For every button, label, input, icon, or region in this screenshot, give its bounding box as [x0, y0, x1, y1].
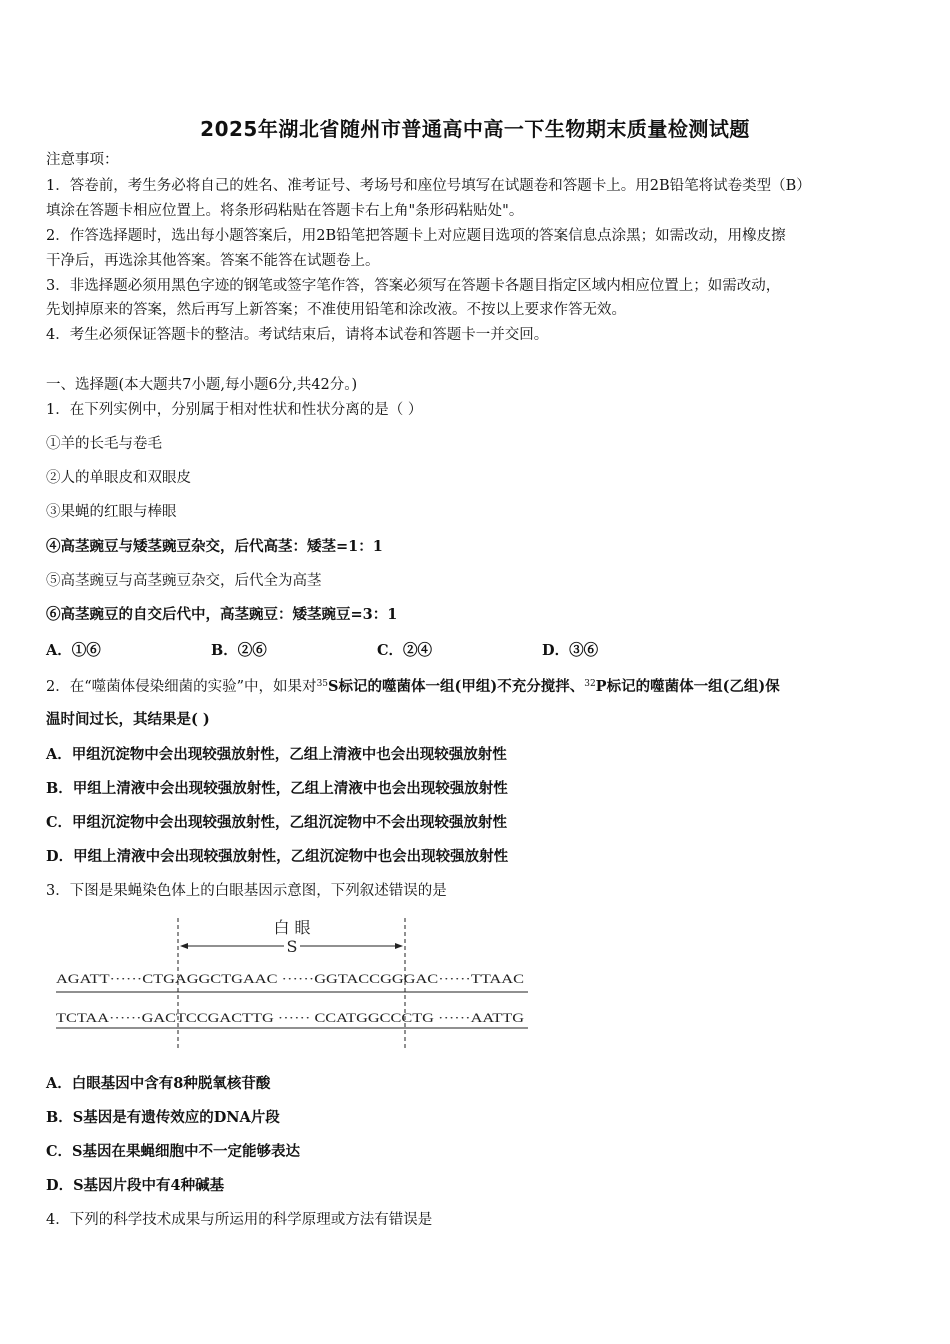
dna-strand-top: AGATT······CTGAGGCTGAAC ······GGTACCGGGAC······TTAAC [56, 971, 524, 986]
dna-strand-bottom: TCTAA······GACTCCGACTTG ······ CCATGGCCCTG ······AATTG [56, 1010, 524, 1025]
question-1-item: ①羊的长毛与卷毛 [46, 436, 162, 452]
page-title: 2025年湖北省随州市普通高中高一下生物期末质量检测试题 [200, 117, 750, 141]
notice-line: 2．作答选择题时，选出每小题答案后，用2B铅笔把答题卡上对应题目选项的答案信息点涂黑；如需改动，用橡皮擦 [46, 228, 786, 244]
option-a[interactable]: A．①⑥ [46, 642, 101, 659]
question-1-item: ④高茎豌豆与矮茎豌豆杂交，后代高茎：矮茎=1：1 [46, 538, 383, 555]
question-2-option-c[interactable]: C．甲组沉淀物中会出现较强放射性，乙组沉淀物中不会出现较强放射性 [46, 814, 508, 831]
question-2-stem-part: S标记的噬菌体一组(甲组)不充分搅拌、 [328, 678, 585, 695]
question-3-option-d[interactable]: D．S基因片段中有4种碱基 [46, 1177, 225, 1194]
question-3-option-b[interactable]: B．S基因是有遗传效应的DNA片段 [46, 1109, 280, 1126]
notice-line: 3．非选择题必须用黑色字迹的钢笔或签字笔作答，答案必须写在答题卡各题目指定区域内相应位置上；如需改动， [46, 278, 781, 294]
gene-diagram [52, 912, 537, 1052]
question-2-stem-part: P标记的噬菌体一组(乙组)保 [595, 678, 780, 695]
question-1-item: ③果蝇的红眼与棒眼 [46, 504, 177, 520]
isotope-35: 35 [316, 679, 329, 689]
arrow-head-left [180, 943, 188, 949]
gene-label: 白 眼 [273, 918, 311, 937]
question-2-stem [46, 674, 780, 697]
question-1-item: ⑥高茎豌豆的自交后代中，高茎豌豆：矮茎豌豆=3：1 [46, 606, 398, 623]
notice-line: 4．考生必须保证答题卡的整洁。考试结束后，请将本试卷和答题卡一并交回。 [46, 327, 549, 343]
question-2-stem-part: 2．在“噬菌体侵染细菌的实验”中，如果对 [46, 679, 317, 695]
question-3-option-c[interactable]: C．S基因在果蝇细胞中不一定能够表达 [46, 1143, 301, 1160]
question-2-option-b[interactable]: B．甲组上清液中会出现较强放射性，乙组上清液中也会出现较强放射性 [46, 780, 508, 797]
section-heading: 一、选择题(本大题共7小题,每小题6分,共42分。) [46, 377, 358, 393]
s-label: S [286, 937, 298, 956]
option-d[interactable]: D．③⑥ [542, 642, 599, 659]
question-1-item: ②人的单眼皮和双眼皮 [46, 470, 191, 486]
question-4-stem: 4．下列的科学技术成果与所运用的科学原理或方法有错误是 [46, 1212, 433, 1228]
question-1-options [46, 639, 646, 659]
notice-heading: 注意事项： [46, 152, 119, 168]
option-c[interactable]: C．②④ [377, 642, 433, 659]
question-3-stem: 3．下图是果蝇染色体上的白眼基因示意图，下列叙述错误的是 [46, 883, 447, 899]
isotope-32: 32 [584, 679, 596, 689]
notice-line: 干净后，再选涂其他答案。答案不能答在试题卷上。 [46, 253, 380, 269]
question-1-item: ⑤高茎豌豆与高茎豌豆杂交，后代全为高茎 [46, 573, 322, 589]
option-b[interactable]: B．②⑥ [211, 642, 267, 659]
question-1-stem: 1．在下列实例中，分别属于相对性状和性状分离的是（ ） [46, 402, 423, 418]
arrow-head-right [395, 943, 403, 949]
notice-line: 1．答卷前，考生务必将自己的姓名、准考证号、考场号和座位号填写在试题卷和答题卡上。用2B铅笔将试卷类型（B） [46, 178, 811, 194]
question-3-option-a[interactable]: A．白眼基因中含有8种脱氧核苷酸 [46, 1075, 271, 1092]
question-2-option-d[interactable]: D．甲组上清液中会出现较强放射性，乙组沉淀物中也会出现较强放射性 [46, 848, 509, 865]
notice-line: 填涂在答题卡相应位置上。将条形码粘贴在答题卡右上角"条形码粘贴处"。 [46, 203, 524, 219]
notice-line: 先划掉原来的答案，然后再写上新答案；不准使用铅笔和涂改液。不按以上要求作答无效。 [46, 302, 626, 318]
gene-diagram-svg [52, 912, 537, 1052]
question-2-stem-line2: 温时间过长，其结果是( ) [46, 711, 210, 728]
question-2-option-a[interactable]: A．甲组沉淀物中会出现较强放射性，乙组上清液中也会出现较强放射性 [46, 746, 507, 763]
